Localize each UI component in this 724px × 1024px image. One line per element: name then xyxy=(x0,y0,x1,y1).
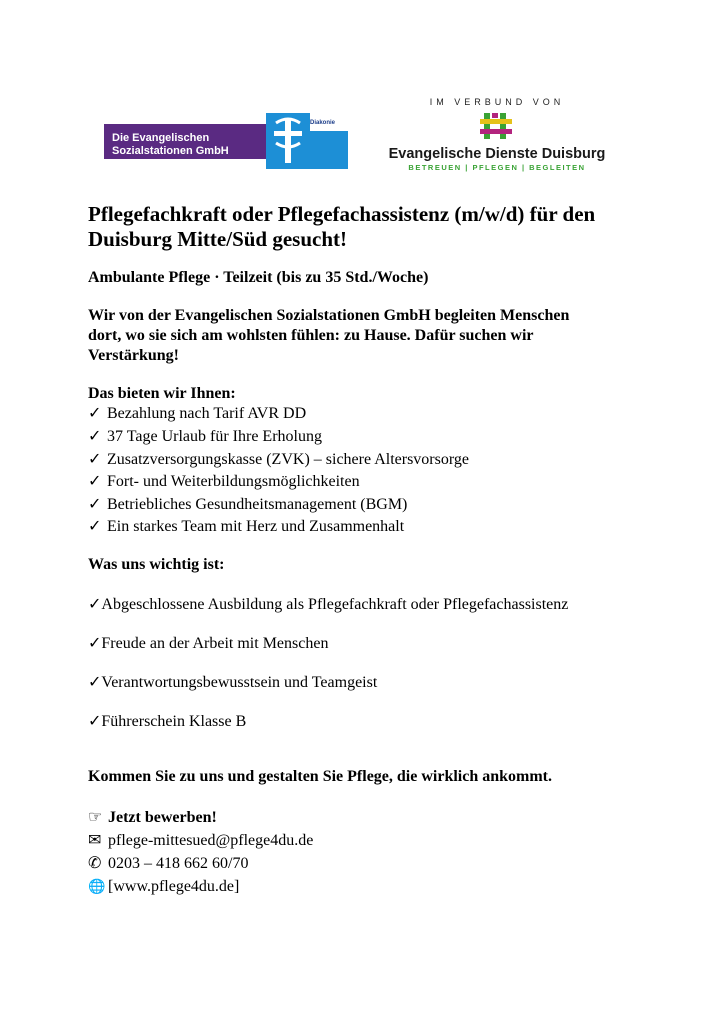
website-link[interactable]: [www.pflege4du.de] xyxy=(108,878,240,895)
requirements-heading: Was uns wichtig ist: xyxy=(88,556,225,573)
pointing-hand-icon: ☞ xyxy=(88,809,103,826)
logo-left-purple-box xyxy=(104,124,266,159)
requirement-item-text: Abgeschlossene Ausbildung als Pflegefachkraft oder Pflegefachassistenz xyxy=(101,596,569,613)
edd-title: Evangelische Dienste Duisburg xyxy=(388,146,606,162)
email-icon: ✉ xyxy=(88,832,102,849)
check-icon: ✓ xyxy=(88,496,102,513)
logo-evangelische-dienste-duisburg xyxy=(368,94,626,174)
check-icon: ✓ xyxy=(88,674,102,691)
requirement-item-text: Führerschein Klasse B xyxy=(101,713,247,730)
email-link[interactable]: pflege-mittesued@pflege4du.de xyxy=(108,832,314,849)
logo-left-diakonie-area xyxy=(266,113,348,169)
offer-item xyxy=(88,427,322,447)
job-title-line1: Pflegefachkraft oder Pflegefachassistenz (m/w/d) für den xyxy=(88,202,596,226)
requirement-item xyxy=(88,595,568,615)
logo-left-line1: Die Evangelischen xyxy=(112,132,210,144)
offer-item xyxy=(88,450,469,470)
diakonie-label: Diakonie xyxy=(310,120,336,126)
offer-item-text: Ein starkes Team mit Herz und Zusammenhalt xyxy=(107,518,405,535)
offer-item-text: Zusatzversorgungskasse (ZVK) – sichere Altersvorsorge xyxy=(107,451,469,468)
diakonie-cross-icon xyxy=(266,113,310,169)
edd-mark-icon xyxy=(478,111,514,141)
closing-statement: Kommen Sie zu uns und gestalten Sie Pflege, die wirklich ankommt. xyxy=(88,768,553,785)
phone-icon: ✆ xyxy=(88,855,102,872)
check-icon: ✓ xyxy=(88,518,102,535)
logo-evangelische-sozialstationen xyxy=(104,113,348,169)
check-icon: ✓ xyxy=(88,596,102,613)
requirement-item-text: Verantwortungsbewusstsein und Teamgeist xyxy=(101,674,378,691)
offer-item xyxy=(88,495,407,515)
offer-item-text: 37 Tage Urlaub für Ihre Erholung xyxy=(107,428,322,445)
offer-item-text: Betriebliches Gesundheitsmanagement (BGM) xyxy=(107,496,408,513)
phone-number[interactable]: 0203 – 418 662 60/70 xyxy=(108,855,249,872)
intro-line2: dort, wo sie sich am wohlsten fühlen: zu Hause. Dafür suchen wir xyxy=(88,327,534,344)
check-icon: ✓ xyxy=(88,635,102,652)
requirement-item xyxy=(88,634,328,654)
requirement-item-text: Freude an der Arbeit mit Menschen xyxy=(101,635,329,652)
offer-item-text: Fort- und Weiterbildungsmöglichkeiten xyxy=(107,473,360,490)
edd-tagline: BETREUEN | PFLEGEN | BEGLEITEN xyxy=(408,163,586,172)
offer-item-text: Bezahlung nach Tarif AVR DD xyxy=(107,405,307,422)
apply-label: Jetzt bewerben! xyxy=(108,809,217,826)
offer-item xyxy=(88,404,306,424)
intro-line3: Verstärkung! xyxy=(88,347,179,364)
job-title-line2: Duisburg Mitte/Süd gesucht! xyxy=(88,227,348,251)
check-icon: ✓ xyxy=(88,405,102,422)
offer-item xyxy=(88,472,360,492)
verbund-label: IM VERBUND VON xyxy=(429,97,565,107)
logo-left-blue-strip xyxy=(310,131,348,169)
requirement-item xyxy=(88,673,377,693)
phone-row[interactable] xyxy=(88,854,248,874)
job-subtitle: Ambulante Pflege · Teilzeit (bis zu 35 Std./Woche) xyxy=(88,269,429,286)
check-icon: ✓ xyxy=(88,713,102,730)
intro-line1: Wir von der Evangelischen Sozialstationen GmbH begleiten Menschen xyxy=(88,307,570,324)
offer-heading: Das bieten wir Ihnen: xyxy=(88,385,236,402)
check-icon: ✓ xyxy=(88,451,102,468)
logo-left-line2: Sozialstationen GmbH xyxy=(112,145,229,157)
check-icon: ✓ xyxy=(88,473,102,490)
check-icon: ✓ xyxy=(88,428,102,445)
email-row[interactable] xyxy=(88,831,313,851)
offer-item xyxy=(88,517,404,537)
apply-row xyxy=(88,808,217,828)
website-row[interactable] xyxy=(88,877,239,897)
globe-icon: 🌐 xyxy=(88,879,106,895)
requirement-item xyxy=(88,712,246,732)
